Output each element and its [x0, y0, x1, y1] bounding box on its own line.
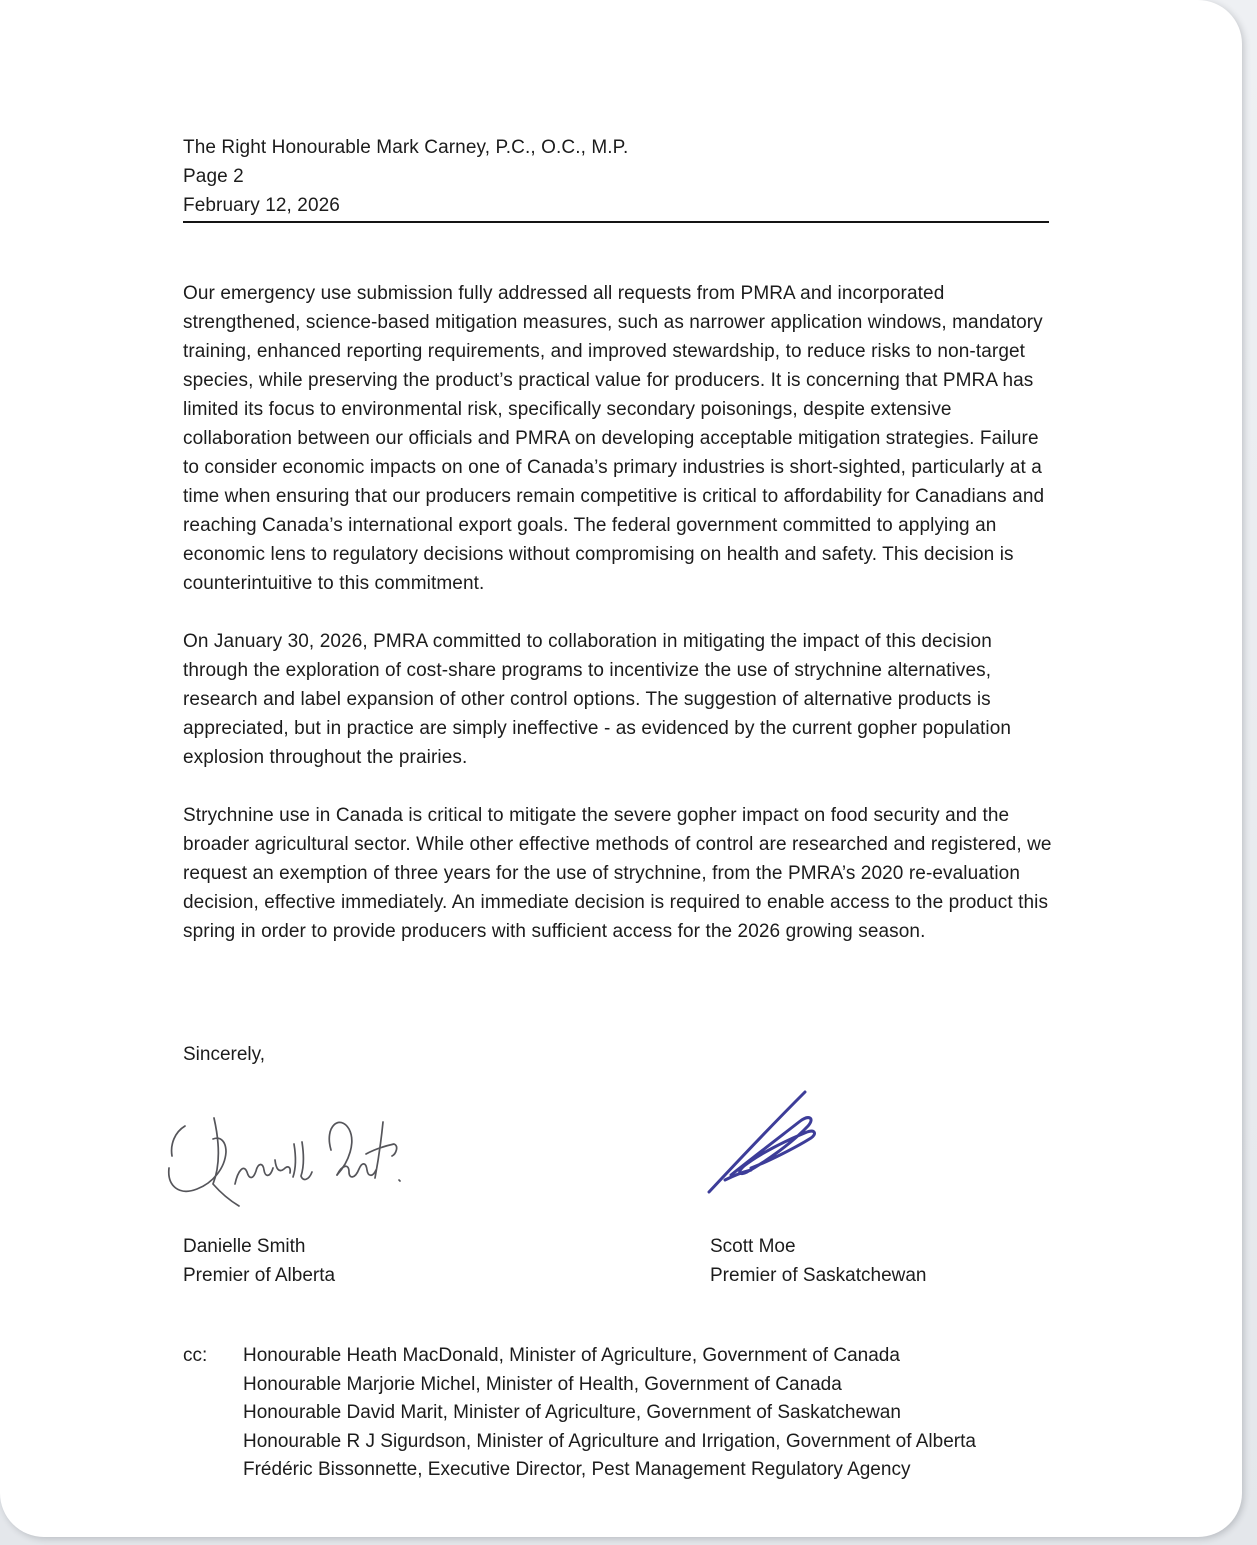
danielle-smith-signature-icon: [163, 1092, 403, 1222]
paragraph-2: On January 30, 2026, PMRA committed to collaboration in mitigating the impact of this decision through the exploration of cost-share programs to incentivize the use of strychnine alternatives, research and label expansion of other control options. The suggestion of alternative products is appreciated, but in practice are simply ineffective - as evidenced by the current gopher population explosion throughout the prairies.: [183, 631, 1012, 768]
cc-entry: Frédéric Bissonnette, Executive Director, Pest Management Regulatory Agency: [243, 1459, 911, 1480]
signatory-title: Premier of Saskatchewan: [710, 1265, 927, 1286]
cc-entry: Honourable R J Sigurdson, Minister of Agriculture and Irrigation, Government of Alberta: [243, 1430, 976, 1452]
letter-body: [183, 279, 1055, 975]
page-number-line: Page 2: [183, 166, 244, 187]
cc-list: [243, 1342, 1015, 1485]
signatory-title: Premier of Alberta: [183, 1265, 336, 1286]
letter-header: [183, 133, 1051, 220]
signatory-name: Scott Moe: [710, 1236, 796, 1257]
signatory-name: Danielle Smith: [183, 1236, 306, 1257]
paragraph-3: Strychnine use in Canada is critical to mitigate the severe gopher impact on food security and the broader agricultural sector. While other effective methods of control are researched and registered, we request an exemption of three years for the use of strychnine, from the PMRA’s 2020 re-evaluation decision, effective immediately. An immediate decision is required to enable access to the product this spring in order to provide producers with sufficient access for the 2026 growing season.: [183, 805, 1052, 942]
cc-entry: Honourable David Marit, Minister of Agriculture, Government of Saskatchewan: [243, 1402, 901, 1423]
cc-label: cc:: [183, 1345, 208, 1366]
valediction: Sincerely,: [183, 1044, 266, 1065]
recipient-line: The Right Honourable Mark Carney, P.C., O.C., M.P.: [183, 137, 629, 158]
signatory-block-danielle-smith: [183, 1232, 335, 1290]
paragraph-1: Our emergency use submission fully addressed all requests from PMRA and incorporated strengthened, science-based mitigation measures, such as narrower application windows, mandatory training, enhanced reporting requirements, and improved stewardship, to reduce risks to non-target species, while preserving the product’s practical value for producers. It is concerning that PMRA has limited its focus to environmental risk, specifically secondary poisonings, despite extensive collaboration between our officials and PMRA on developing acceptable mitigation strategies. Failure to consider economic impacts on one of Canada’s primary industries is short-sighted, particularly at a time when ensuring that our producers remain competitive is critical to affordability for Canadians and reaching Canada’s international export goals. The federal government committed to applying an economic lens to regulatory decisions without compromising on health and safety. This decision is counterintuitive to this commitment.: [183, 283, 1045, 594]
scott-moe-signature-icon: [695, 1080, 845, 1202]
cc-section: [183, 1342, 1063, 1485]
date-line: February 12, 2026: [183, 195, 340, 216]
cc-entry: Honourable Marjorie Michel, Minister of Health, Government of Canada: [243, 1373, 842, 1395]
signatory-block-scott-moe: [710, 1232, 927, 1290]
cc-entry: Honourable Heath MacDonald, Minister of Agriculture, Government of Canada: [243, 1345, 900, 1366]
header-divider: [183, 221, 1049, 223]
